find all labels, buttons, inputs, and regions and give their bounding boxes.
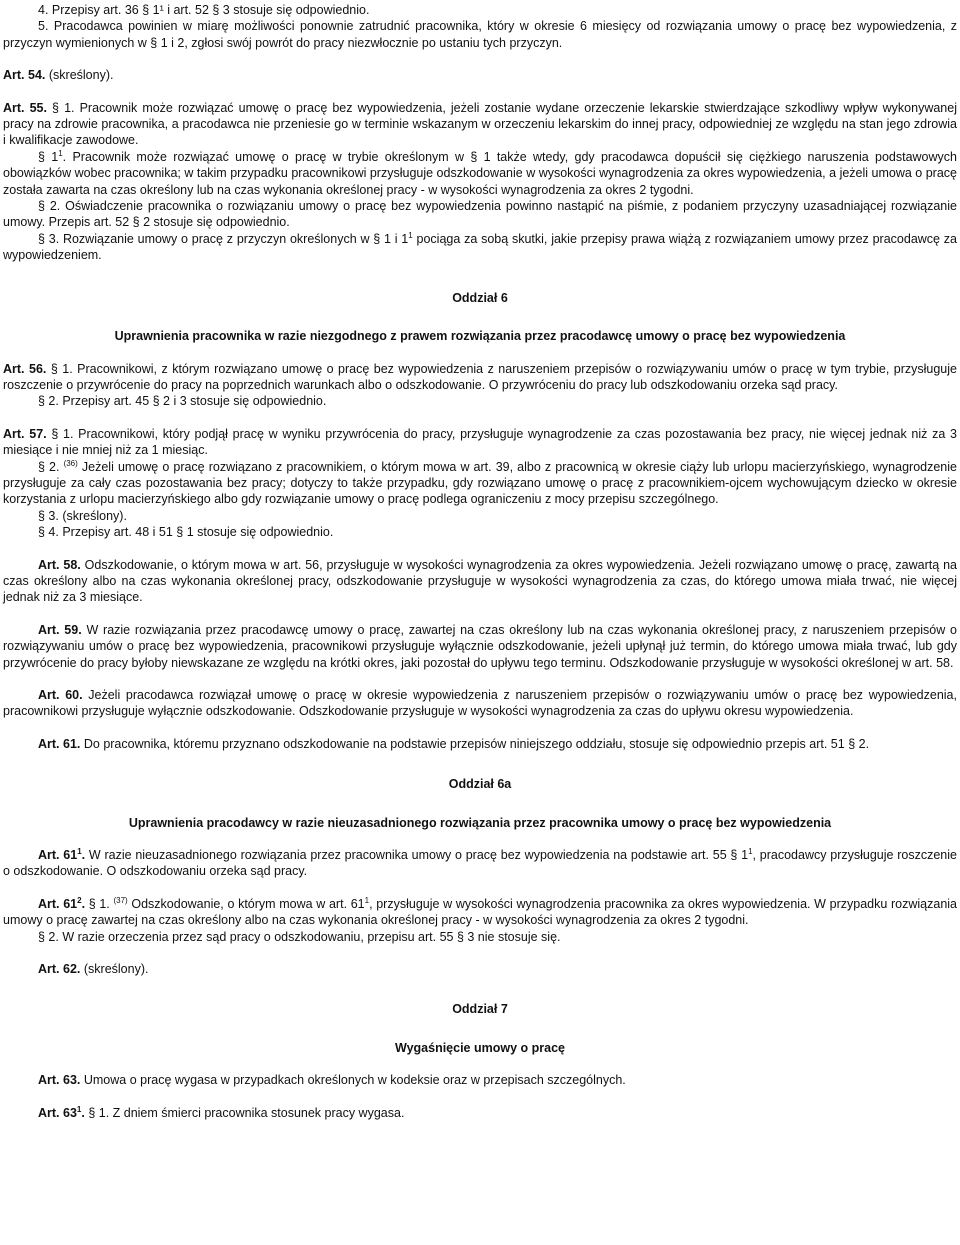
article-62: Art. 62. (skreślony). xyxy=(38,962,149,977)
article-59: Art. 59. W razie rozwiązania przez pracodawcę umowy o pracę, zawartej na czas określony lub na czas wykonania określonej pracy, z naruszeniem przepisów o rozwiązywaniu umów o pracę bez wypowiedzenia, pracownikowi przysługuje wyłącznie odszkodowanie, jeżeli upłynął już termin, do którego umowa miała trwać, lub gdy przywrócenie do pracy byłoby niewskazane ze względu na krótki okres, jaki pozostał do upływu tego terminu. Odszkodowanie przysługuje w wysokości określonej w art. 58. xyxy=(3,622,957,670)
section-subtitle-oddzial-6: Uprawnienia pracownika w razie niezgodnego z prawem rozwiązania przez pracodawcę umowy o pracę bez wypowiedzenia xyxy=(114,329,846,344)
article-56-par-1: Art. 56. § 1. Pracownikowi, z którym rozwiązano umowę o pracę bez wypowiedzenia z naruszeniem przepisów o rozwiązywaniu umów o pracę w tym trybie, przysługuje roszczenie o przywrócenie do pracy na poprzednich warunkach albo o odszkodowanie. O przywróceniu do pracy lub odszkodowaniu orzeka sąd pracy. xyxy=(3,361,957,392)
article-number: Art. $63^1$. xyxy=(38,1104,85,1120)
article-61-2-par-1: Art. $61^2$. § 1. $^{(37)}$ Odszkodowanie, o którym mowa w art. $61^1$, przysługuje w wysokości wynagrodzenia pracownika za okres wypowiedzenia. W przypadku rozwiązania umowy o pracę zawartej na czas określony albo na czas wykonania określonej pracy - w wysokości wynagrodzenia za okres 2 tygodni. xyxy=(3,895,957,928)
document-page xyxy=(3,2,957,1121)
article-55-par-2: § 2. Oświadczenie pracownika o rozwiązaniu umowy o pracę bez wypowiedzenia powinno nastąpić na piśmie, z podaniem przyczyny uzasadniającej rozwiązanie umowy. Przepis art. 52 § 2 stosuje się odpowiednio. xyxy=(3,199,957,230)
article-60: Art. 60. Jeżeli pracodawca rozwiązał umowę o pracę w okresie wypowiedzenia z naruszeniem przepisów o rozwiązywaniu umów o pracę bez wypowiedzenia, pracownikowi przysługuje wyłącznie odszkodowanie. Odszkodowanie przysługuje w wysokości wynagrodzenia za czas do upływu okresu wypowiedzenia. xyxy=(3,688,957,719)
article-number: Art. 57. xyxy=(3,426,47,441)
article-54 xyxy=(3,67,957,83)
article-63-1: Art. $63^1$. § 1. Z dniem śmierci pracownika stosunek pracy wygasa. xyxy=(38,1104,405,1120)
article-number: Art. 55. xyxy=(3,100,47,115)
article-55-par-1 xyxy=(3,100,957,149)
article-number: Art. 61. xyxy=(38,736,81,751)
paragraph-art53-5: 5. Pracodawca powinien w miarę możliwości ponownie zatrudnić pracownika, który w okresie 6 miesięcy od rozwiązania umowy o pracę bez wypowiedzenia, z przyczyn wymienionych w § 1 i 2, zgłosi swój powrót do pracy niezwłocznie po ustaniu tych przyczyn. xyxy=(3,19,957,50)
paragraph-art53-4: 4. Przepisy art. 36 § 1¹ i art. 52 § 3 stosuje się odpowiednio. xyxy=(38,3,370,17)
article-61-2-par-2: § 2. W razie orzeczenia przez sąd pracy o odszkodowaniu, przepisu art. 55 § 3 nie stosuje się. xyxy=(38,929,561,944)
section-heading-oddzial-6: Oddział 6 xyxy=(452,290,508,305)
article-number: Art. 62. xyxy=(38,962,81,977)
article-number: Art. 56. xyxy=(3,361,47,376)
section-heading-oddzial-6a: Oddział 6a xyxy=(448,777,512,792)
article-number: Art. $61^2$. xyxy=(38,895,86,911)
article-57-par-3: § 3. (skreślony). xyxy=(38,508,127,523)
article-61-1: Art. $61^1$. W razie nieuzasadnionego rozwiązania przez pracownika umowy o pracę bez wypowiedzenia na podstawie art. 55 § $1^1$, pracodawcy przysługuje roszczenie o odszkodowanie. O odszkodowaniu orzeka sąd pracy. xyxy=(3,847,957,879)
article-number: Art. 54. xyxy=(3,68,46,83)
article-63: Art. 63. Umowa o pracę wygasa w przypadkach określonych w kodeksie oraz w przepisach szczególnych. xyxy=(38,1073,626,1088)
article-number: Art. 58. xyxy=(38,557,81,572)
section-subtitle-oddzial-7: Wygaśnięcie umowy o pracę xyxy=(395,1040,565,1055)
article-58: Art. 58. Odszkodowanie, o którym mowa w art. 56, przysługuje w wysokości wynagrodzenia za okres wypowiedzenia. Jeżeli rozwiązano umowę o pracę, zawartą na czas określony albo na czas wykonania określonej pracy, odszkodowanie przysługuje w wysokości wynagrodzenia za czas, do którego umowa miała trwać, nie więcej jednak niż za 3 miesiące. xyxy=(3,557,957,605)
article-57-par-1: Art. 57. § 1. Pracownikowi, który podjął pracę w wyniku przywrócenia do pracy, przysługuje wynagrodzenie za czas pozostawania bez pracy, nie więcej jednak niż za 3 miesiące i nie mniej niż za 1 miesiąc. xyxy=(3,426,957,458)
article-57-par-2: § 2. $^{(36)}$ Jeżeli umowę o pracę rozwiązano z pracownikiem, o którym mowa w art. 39, albo z pracownicą w okresie ciąży lub urlopu macierzyńskiego, wynagrodzenie przysługuje za cały czas pozostawania bez pracy; dotyczy to także przypadku, gdy rozwiązano umowę o pracę z pracownikiem-ojcem wychowującym dziecko w okresie korzystania z urlopu macierzyńskiego albo gdy rozwiązanie umowy o pracę podlega ograniczeniu z mocy przepisu szczególnego. xyxy=(3,458,957,507)
section-heading-oddzial-7: Oddział 7 xyxy=(452,1002,508,1017)
article-text: (skreślony). xyxy=(45,68,114,83)
article-text: § 1. Pracownik może rozwiązać umowę o pracę bez wypowiedzenia, jeżeli zostanie wydane orzeczenie lekarskie stwierdzające szkodliwy wpływ wykonywanej pracy na zdrowie pracownika, a pracodawca nie przeniesie go w terminie wskazanym w orzeczeniu lekarskim do innej pracy, odpowiedniej ze względu na stan jego zdrowia i kwalifikacje zawodowe. xyxy=(3,100,957,148)
article-number: Art. 63. xyxy=(38,1073,81,1088)
article-55-par-3: § 3. Rozwiązanie umowy o pracę z przyczyn określonych w § 1 i $1^1$ pociąga za sobą skutki, jakie przepisy prawa wiążą z rozwiązaniem umowy przez pracodawcę za wypowiedzeniem. xyxy=(3,230,957,263)
article-61: Art. 61. Do pracownika, któremu przyznano odszkodowanie na podstawie przepisów niniejszego oddziału, stosuje się odpowiednio przepis art. 51 § 2. xyxy=(38,736,870,751)
article-56-par-2: § 2. Przepisy art. 45 § 2 i 3 stosuje się odpowiednio. xyxy=(38,394,327,409)
article-number: Art. $61^1$. xyxy=(38,847,86,863)
article-number: Art. 59. xyxy=(38,622,82,637)
article-57-par-4: § 4. Przepisy art. 48 i 51 § 1 stosuje się odpowiednio. xyxy=(38,525,334,540)
article-55-par-1-1: § $1^1$. Pracownik może rozwiązać umowę o pracę w trybie określonym w § 1 także wtedy, gdy pracodawca dopuścił się ciężkiego naruszenia podstawowych obowiązków wobec pracownika; w takim przypadku pracownikowi przysługuje odszkodowanie w wysokości wynagrodzenia za okres wypowiedzenia, a jeżeli umowa o pracę została zawarta na czas określony lub na czas wykonania określonej pracy - w wysokości wynagrodzenia za okres 2 tygodni. xyxy=(3,148,957,197)
section-subtitle-oddzial-6a: Uprawnienia pracodawcy w razie nieuzasadnionego rozwiązania przez pracownika umowy o pracę bez wypowiedzenia xyxy=(128,815,832,830)
article-number: Art. 60. xyxy=(38,688,83,702)
